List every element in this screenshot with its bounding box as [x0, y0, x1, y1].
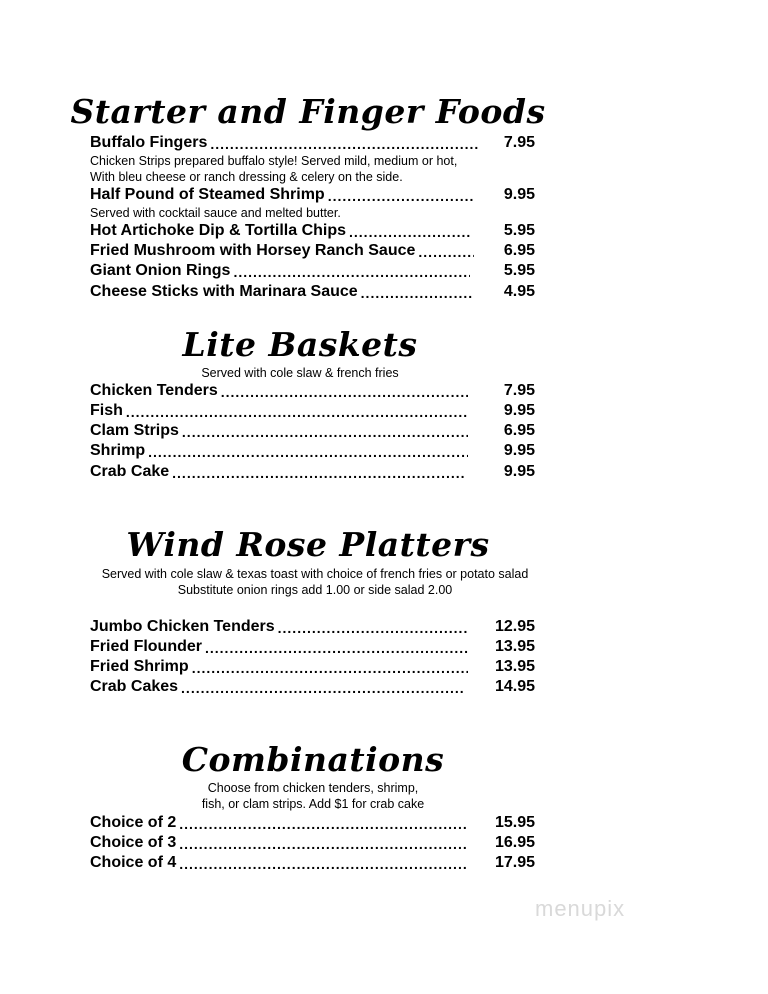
menu-item [90, 657, 535, 677]
item-price: 13.95 [494, 658, 535, 675]
baskets-note: Served with cole slaw & french fries [201, 366, 399, 380]
menu-item [90, 401, 535, 421]
menu-item [90, 813, 535, 833]
item-price: 14.95 [494, 678, 535, 695]
item-description: Served with cocktail sauce and melted butter. [90, 206, 341, 220]
item-price: 6.95 [503, 242, 535, 259]
baskets-heading: Lite Baskets [182, 325, 418, 364]
item-price: 13.95 [494, 638, 535, 655]
item-price: 9.95 [503, 463, 535, 480]
combinations-heading: Combinations [181, 740, 445, 779]
item-name: Half Pound of Steamed Shrimp [90, 186, 325, 203]
item-name: Crab Cakes [90, 678, 179, 695]
item-price: 16.95 [494, 834, 535, 851]
item-price: 4.95 [503, 283, 535, 300]
platters-heading: Wind Rose Platters [126, 525, 490, 564]
item-name: Fried Shrimp [90, 658, 189, 675]
item-price: 5.95 [503, 222, 535, 239]
item-price: 7.95 [503, 382, 535, 399]
combinations-note: Choose from chicken tenders, shrimp, [207, 781, 419, 795]
item-price: 5.95 [503, 262, 535, 279]
item-name: Chicken Tenders [90, 382, 218, 399]
menu-item [90, 637, 535, 657]
item-name: Choice of 4 [90, 854, 177, 871]
item-name: Fried Mushroom with Horsey Ranch Sauce [90, 242, 416, 259]
menu-item [90, 462, 535, 482]
combinations-note: fish, or clam strips. Add $1 for crab cake [201, 797, 425, 811]
item-name: Buffalo Fingers [90, 134, 208, 151]
menu-item [90, 833, 535, 853]
item-name: Choice of 2 [90, 814, 177, 831]
menu-item [90, 617, 535, 637]
menu-item [90, 441, 535, 461]
item-price: 9.95 [503, 186, 535, 203]
menu-item [90, 133, 535, 153]
item-price: 15.95 [494, 814, 535, 831]
item-price: 6.95 [503, 422, 535, 439]
menu-item [90, 677, 535, 697]
item-price: 9.95 [503, 402, 535, 419]
item-name: Jumbo Chicken Tenders [90, 618, 275, 635]
item-name: Giant Onion Rings [90, 262, 231, 279]
item-description: Chicken Strips prepared buffalo style! Served mild, medium or hot, [90, 154, 458, 168]
item-name: Crab Cake [90, 463, 170, 480]
item-price: 7.95 [503, 134, 535, 151]
starters-heading: Starter and Finger Foods [70, 92, 546, 131]
menupix-watermark: menupix [535, 896, 626, 921]
item-name: Fried Flounder [90, 638, 202, 655]
item-price: 17.95 [494, 854, 535, 871]
item-name: Hot Artichoke Dip & Tortilla Chips [90, 222, 347, 239]
item-name: Shrimp [90, 442, 146, 459]
item-description: With bleu cheese or ranch dressing & celery on the side. [90, 170, 403, 184]
menu-item [90, 241, 535, 261]
menu-item [90, 185, 535, 205]
menu-item [90, 221, 535, 241]
item-name: Cheese Sticks with Marinara Sauce [90, 283, 358, 300]
menu-item [90, 381, 535, 401]
menu-item [90, 853, 535, 873]
item-price: 12.95 [494, 618, 535, 635]
item-price: 9.95 [503, 442, 535, 459]
platters-note: Substitute onion rings add 1.00 or side salad 2.00 [177, 583, 453, 597]
menu-item [90, 421, 535, 441]
menu-item [90, 282, 535, 302]
item-name: Choice of 3 [90, 834, 177, 851]
platters-note: Served with cole slaw & texas toast with choice of french fries or potato salad [101, 567, 529, 581]
menu-item [90, 261, 535, 281]
item-name: Clam Strips [90, 422, 179, 439]
item-name: Fish [90, 402, 123, 419]
